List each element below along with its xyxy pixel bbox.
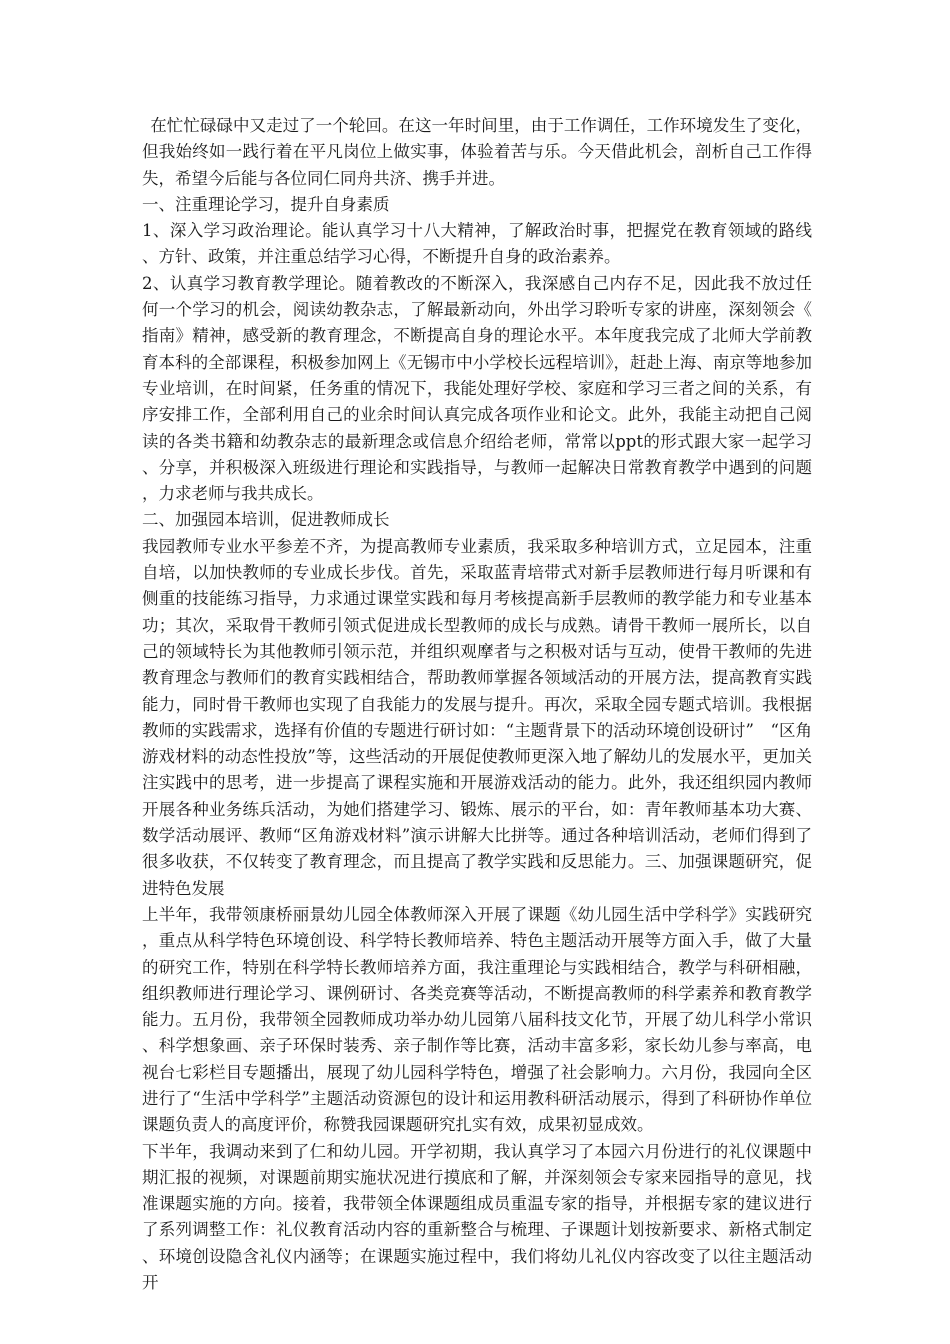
paragraph-education-theory: 2、认真学习教育教学理论。随着教改的不断深入，我深感自己内存不足，因此我不放过任何一个学习的机会，阅读幼教杂志，了解最新动向，外出学习聆听专家的讲座，深刻领会《指南》精神，感受新的教育理念，不断提高自身的理论水平。本年度我完成了北师大学前教育本科的全部课程，积极参加网上《无锡市中小学校长远程培训》，赶赴上海、南京等地参加专业培训，在时间紧，任务重的情况下，我能处理好学校、家庭和学习三者之间的关系，有序安排工作，全部利用自己的业余时间认真完成各项作业和论文。此外，我能主动把自己阅读的各类书籍和幼教杂志的最新理念或信息介绍给老师，常常以ppt的形式跟大家一起学习、分享，并积极深入班级进行理论和实践指导，与教师一起解决日常教育教学中遇到的问题，力求老师与我共成长。 [142, 273, 812, 504]
document-body [142, 113, 812, 1296]
section-heading-1: 一、注重理论学习，提升自身素质 [142, 194, 390, 214]
paragraph-teacher-training: 我园教师专业水平参差不齐，为提高教师专业素质，我采取多种培训方式，立足园本，注重自培，以加快教师的专业成长步伐。首先，采取蓝青培带式对新手层教师进行每月听课和有侧重的技能练习指导，力求通过课堂实践和每月考核提高新手层教师的教学能力和专业基本功；其次，采取骨干教师引领式促进成长型教师的成长与成熟。请骨干教师一展所长，以自己的领域特长为其他教师引领示范，并组织观摩者与之积极对话与互动，使骨干教师的先进教育理念与教师们的教育实践相结合，帮助教师掌握各领域活动的开展方法，提高教育实践能力，同时骨干教师也实现了自我能力的发展与提升。再次，采取全园专题式培训。我根据教师的实践需求，选择有价值的专题进行研讨如：“主题背景下的活动环境创设研讨” “区角游戏材料的动态性投放”等，这些活动的开展促使教师更深入地了解幼儿的发展水平，更加关注实践中的思考，进一步提高了课程实施和开展游戏活动的能力。此外，我还组织园内教师开展各种业务练兵活动，为她们搭建学习、锻炼、展示的平台，如：青年教师基本功大赛、数学活动展评、教师“区角游戏材料”演示讲解大比拼等。通过各种培训活动，老师们得到了很多收获，不仅转变了教育理念，而且提高了教学实践和反思能力。三、加强课题研究，促进特色发展 [142, 536, 812, 898]
paragraph-first-half-year: 上半年，我带领康桥丽景幼儿园全体教师深入开展了课题《幼儿园生活中学科学》实践研究，重点从科学特色环境创设、科学特长教师培养、特色主题活动开展等方面入手，做了大量的研究工作，特别在科学特长教师培养方面，我注重理论与实践相结合，教学与科研相融，组织教师进行理论学习、课例研讨、各类竞赛等活动，不断提高教师的科学素养和教育教学能力。五月份，我带领全园教师成功举办幼儿园第八届科技文化节，开展了幼儿科学小常识、科学想象画、亲子环保时装秀、亲子制作等比赛，活动丰富多彩，家长幼儿参与率高，电视台七彩栏目专题播出，展现了幼儿园科学特色，增强了社会影响力。六月份，我园向全区进行了“生活中学科学”主题活动资源包的设计和运用教科研活动展示，得到了科研协作单位课题负责人的高度评价，称赞我园课题研究扎实有效，成果初显成效。 [142, 904, 812, 1135]
paragraph-second-half-year: 下半年，我调动来到了仁和幼儿园。开学初期，我认真学习了本园六月份进行的礼仪课题中期汇报的视频，对课题前期实施状况进行摸底和了解，并深刻领会专家来园指导的意见，找准课题实施的方向。接着，我带领全体课题组成员重温专家的指导，并根据专家的建议进行了系列调整工作：礼仪教育活动内容的重新整合与梳理、子课题计划按新要求、新格式制定、环境创设隐含礼仪内涵等；在课题实施过程中，我们将幼儿礼仪内容改变了以往主题活动开 [142, 1141, 812, 1293]
section-heading-2: 二、加强园本培训，促进教师成长 [142, 510, 390, 530]
intro-paragraph: 在忙忙碌碌中又走过了一个轮回。在这一年时间里，由于工作调任，工作环境发生了变化，但我始终如一践行着在平凡岗位上做实事，体验着苦与乐。今天借此机会，剖析自己工作得失，希望今后能与各位同仁同舟共济、携手并进。 [142, 116, 812, 188]
paragraph-political-theory: 1、深入学习政治理论。能认真学习十八大精神，了解政治时事，把握党在教育领域的路线、方针、政策，并注重总结学习心得，不断提升自身的政治素养。 [142, 221, 812, 267]
